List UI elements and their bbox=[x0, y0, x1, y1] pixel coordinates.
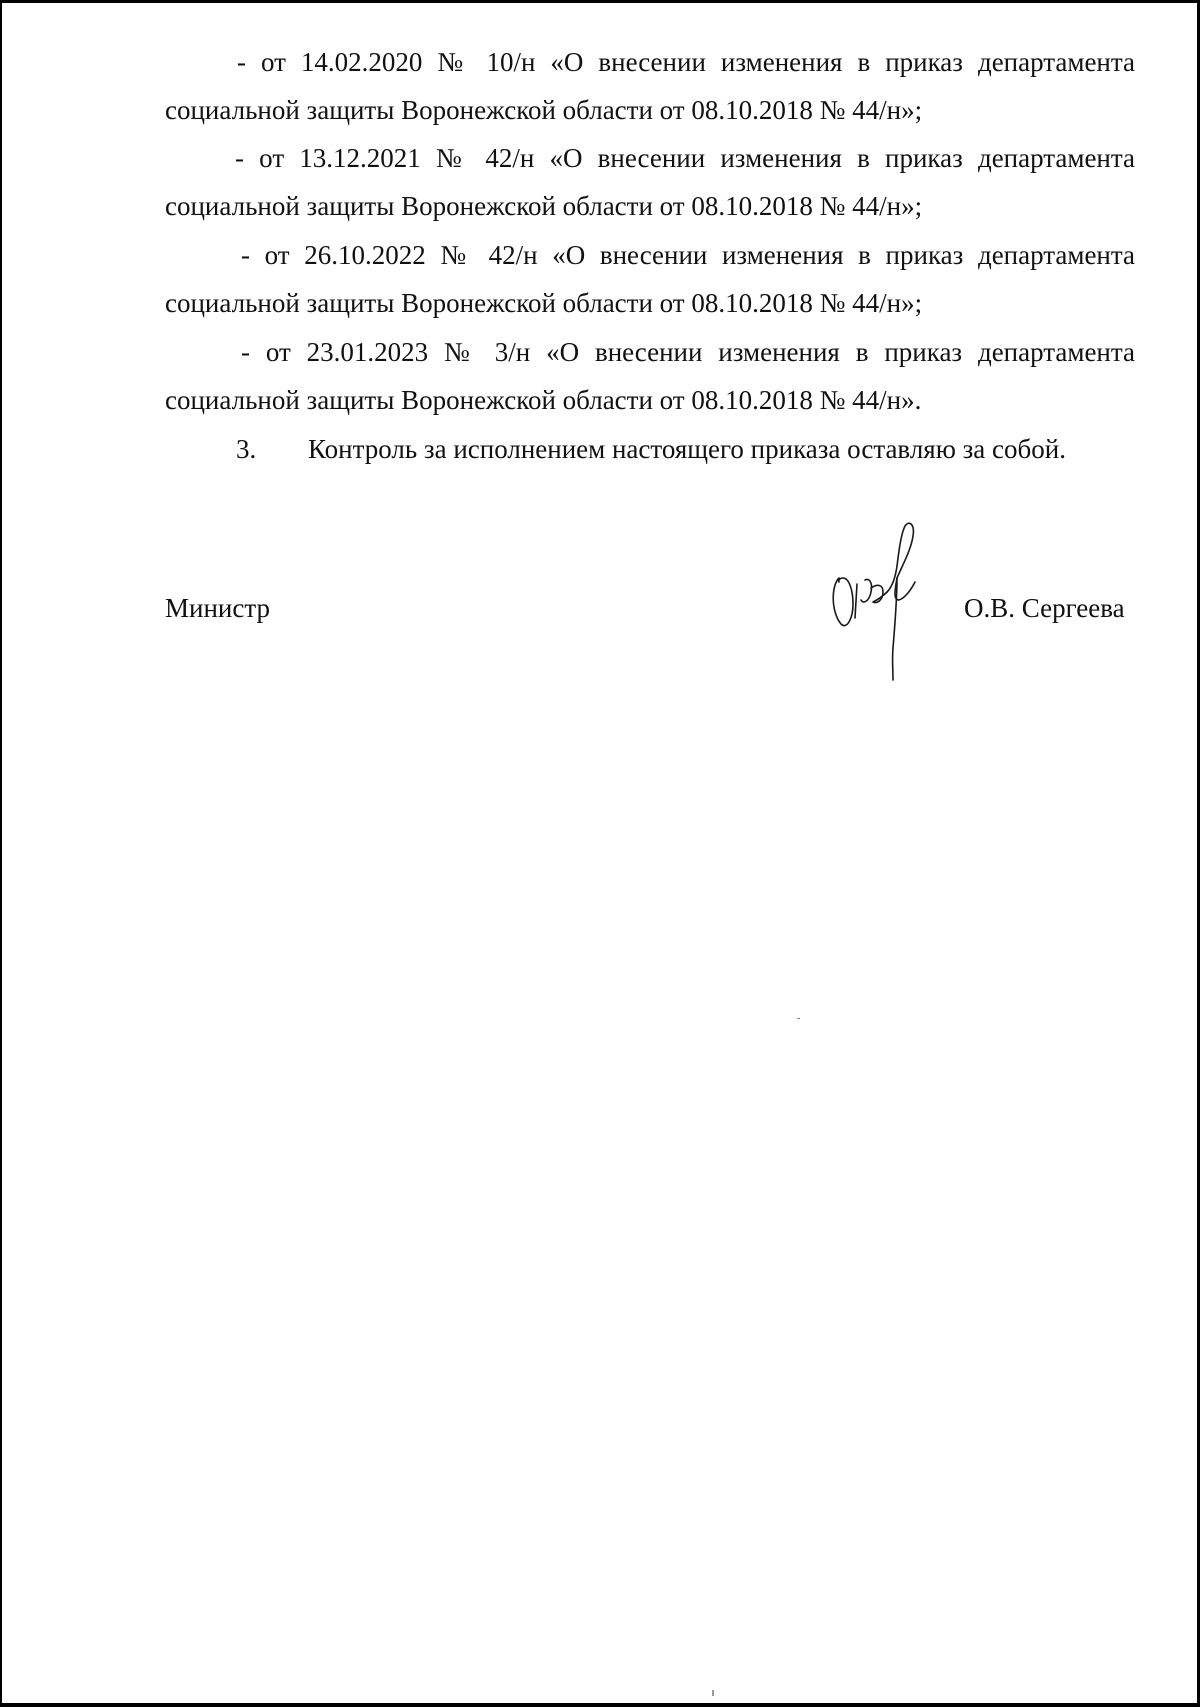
amendment-line-2: социальной защиты Воронежской области от 08.10.2018 № 44/н»; bbox=[165, 288, 923, 318]
handwritten-signature bbox=[825, 520, 965, 685]
amendment-item bbox=[165, 231, 1135, 327]
point-number: 3. bbox=[236, 434, 257, 464]
amendment-line-2: социальной защиты Воронежской области от 08.10.2018 № 44/н»; bbox=[165, 95, 923, 125]
scan-speck bbox=[797, 1018, 800, 1019]
amendment-item bbox=[165, 134, 1135, 230]
scan-edge-left bbox=[0, 0, 2, 1707]
amendment-line-2: социальной защиты Воронежской области от 08.10.2018 № 44/н»; bbox=[165, 191, 923, 221]
amendment-item bbox=[165, 38, 1135, 134]
amendment-line-2: социальной защиты Воронежской области от 08.10.2018 № 44/н». bbox=[165, 385, 922, 415]
scan-speck bbox=[712, 1690, 714, 1696]
signatory-name: О.В. Сергеева bbox=[964, 593, 1125, 623]
amendment-line-1: - от 13.12.2021 № 42/н «О внесении изменения в приказ департамента bbox=[235, 143, 1135, 173]
point-text: Контроль за исполнением настоящего приказа оставляю за собой. bbox=[308, 434, 1066, 464]
amendment-item bbox=[165, 328, 1135, 424]
amendment-line-1: - от 23.01.2023 № 3/н «О внесении изменения в приказ департамента bbox=[241, 337, 1135, 367]
amendment-line-1: - от 26.10.2022 № 42/н «О внесении изменения в приказ департамента bbox=[241, 240, 1135, 270]
scan-edge-top bbox=[0, 0, 1200, 3]
amendment-line-1: - от 14.02.2020 № 10/н «О внесении изменения в приказ департамента bbox=[237, 47, 1135, 77]
signatory-role: Министр bbox=[165, 593, 270, 623]
scan-edge-bottom bbox=[0, 1703, 1200, 1707]
point-3-paragraph bbox=[236, 425, 1066, 473]
